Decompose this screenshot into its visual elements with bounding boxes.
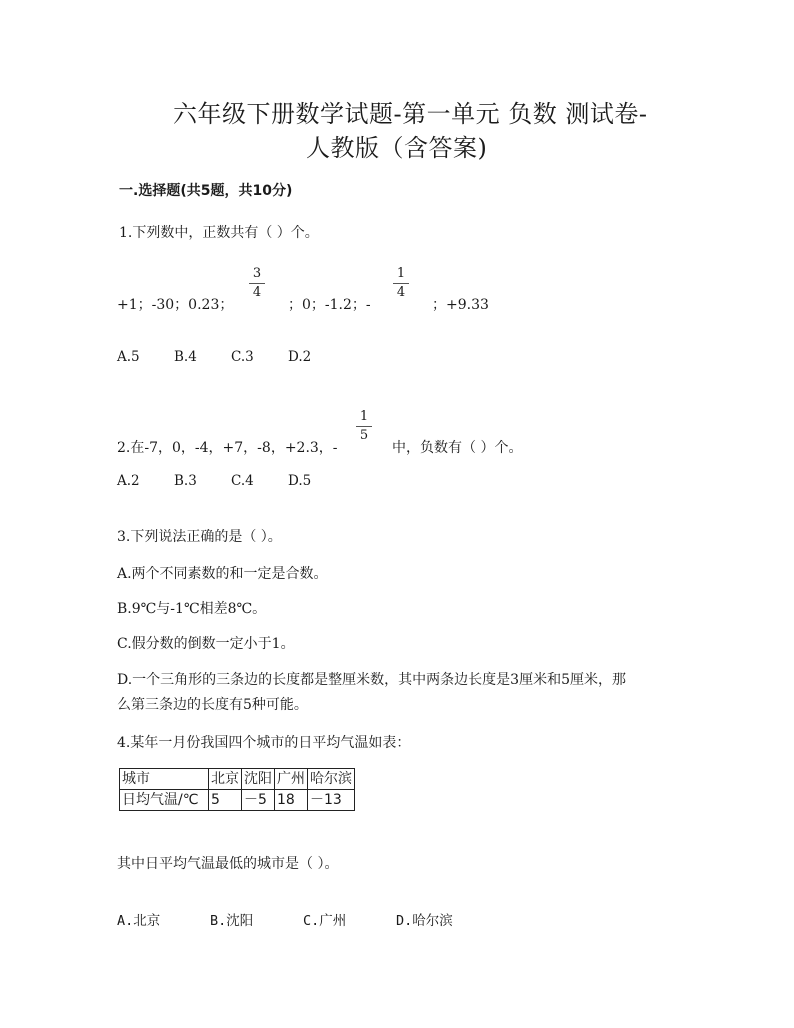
q2-fraction — [356, 409, 372, 444]
q1-option-c[interactable]: C.3 — [231, 349, 254, 365]
q2-stem-part2: 中，负数有（ ）个。 — [392, 440, 523, 456]
q4-question: 其中日平均气温最低的城市是（ ）。 — [117, 856, 339, 872]
q4-stem: 4.某年一月份我国四个城市的日平均气温如表： — [117, 735, 411, 751]
fraction-bar — [356, 426, 372, 427]
q2-option-d[interactable]: D.5 — [288, 473, 312, 489]
table-cell: 哈尔滨 — [308, 769, 355, 790]
table-cell: 沈阳 — [242, 769, 275, 790]
table-cell: 城市 — [120, 769, 209, 790]
q4-option-a[interactable]: A.北京 — [117, 913, 161, 929]
q1-fraction-2 — [393, 266, 409, 301]
table-cell: －13 — [308, 790, 355, 811]
q2-option-a[interactable]: A.2 — [117, 473, 140, 489]
fraction-numerator: 3 — [252, 266, 262, 281]
q4-option-d[interactable]: D.哈尔滨 — [396, 913, 453, 929]
q1-stem: 1.下列数中，正数共有（ ）个。 — [119, 225, 319, 241]
title-line-1: 六年级下册数学试题-第一单元 负数 测试卷- — [173, 100, 648, 128]
q3-option-b[interactable]: B.9℃与-1℃相差8℃。 — [117, 601, 267, 617]
q1-numbers-part3: ；+9.33 — [432, 297, 489, 313]
q4-option-c[interactable]: C.广州 — [303, 913, 347, 929]
table-cell: －5 — [242, 790, 275, 811]
table-cell: 北京 — [209, 769, 242, 790]
temperature-table — [119, 768, 355, 811]
q3-stem: 3.下列说法正确的是（ ）。 — [117, 529, 282, 545]
q3-option-a[interactable]: A.两个不同素数的和一定是合数。 — [117, 566, 328, 582]
q1-option-a[interactable]: A.5 — [117, 349, 140, 365]
q3-option-c[interactable]: C.假分数的倒数一定小于1。 — [117, 636, 295, 652]
q3-option-d-line1[interactable]: D.一个三角形的三条边的长度都是整厘米数，其中两条边长度是3厘米和5厘米，那 — [117, 672, 626, 688]
table-row — [120, 790, 355, 811]
q4-option-b[interactable]: B.沈阳 — [210, 913, 254, 929]
table-cell: 18 — [275, 790, 308, 811]
q1-fraction-1 — [249, 266, 265, 301]
fraction-numerator: 1 — [359, 409, 369, 424]
fraction-bar — [249, 283, 265, 284]
q2-stem-part1: 2.在-7，0，-4，+7，-8，+2.3，- — [117, 440, 338, 456]
table-cell: 广州 — [275, 769, 308, 790]
fraction-denominator: 4 — [396, 285, 406, 300]
q2-option-c[interactable]: C.4 — [231, 473, 254, 489]
fraction-numerator: 1 — [396, 266, 406, 281]
fraction-denominator: 4 — [252, 285, 262, 300]
q1-option-d[interactable]: D.2 — [288, 349, 312, 365]
q2-option-b[interactable]: B.3 — [174, 473, 197, 489]
section-heading: 一.选择题(共5题，共10分) — [119, 183, 293, 199]
q1-numbers-part1: +1；-30；0.23； — [117, 297, 234, 313]
table-cell: 日均气温/℃ — [120, 790, 209, 811]
title-line-2: 人教版（含答案) — [306, 134, 488, 162]
q1-option-b[interactable]: B.4 — [174, 349, 197, 365]
fraction-bar — [393, 283, 409, 284]
table-cell: 5 — [209, 790, 242, 811]
q3-option-d-line2[interactable]: 么第三条边的长度有5种可能。 — [117, 697, 308, 713]
fraction-denominator: 5 — [359, 428, 369, 443]
table-header-row — [120, 769, 355, 790]
q1-numbers-part2: ；0；-1.2；- — [288, 297, 371, 313]
